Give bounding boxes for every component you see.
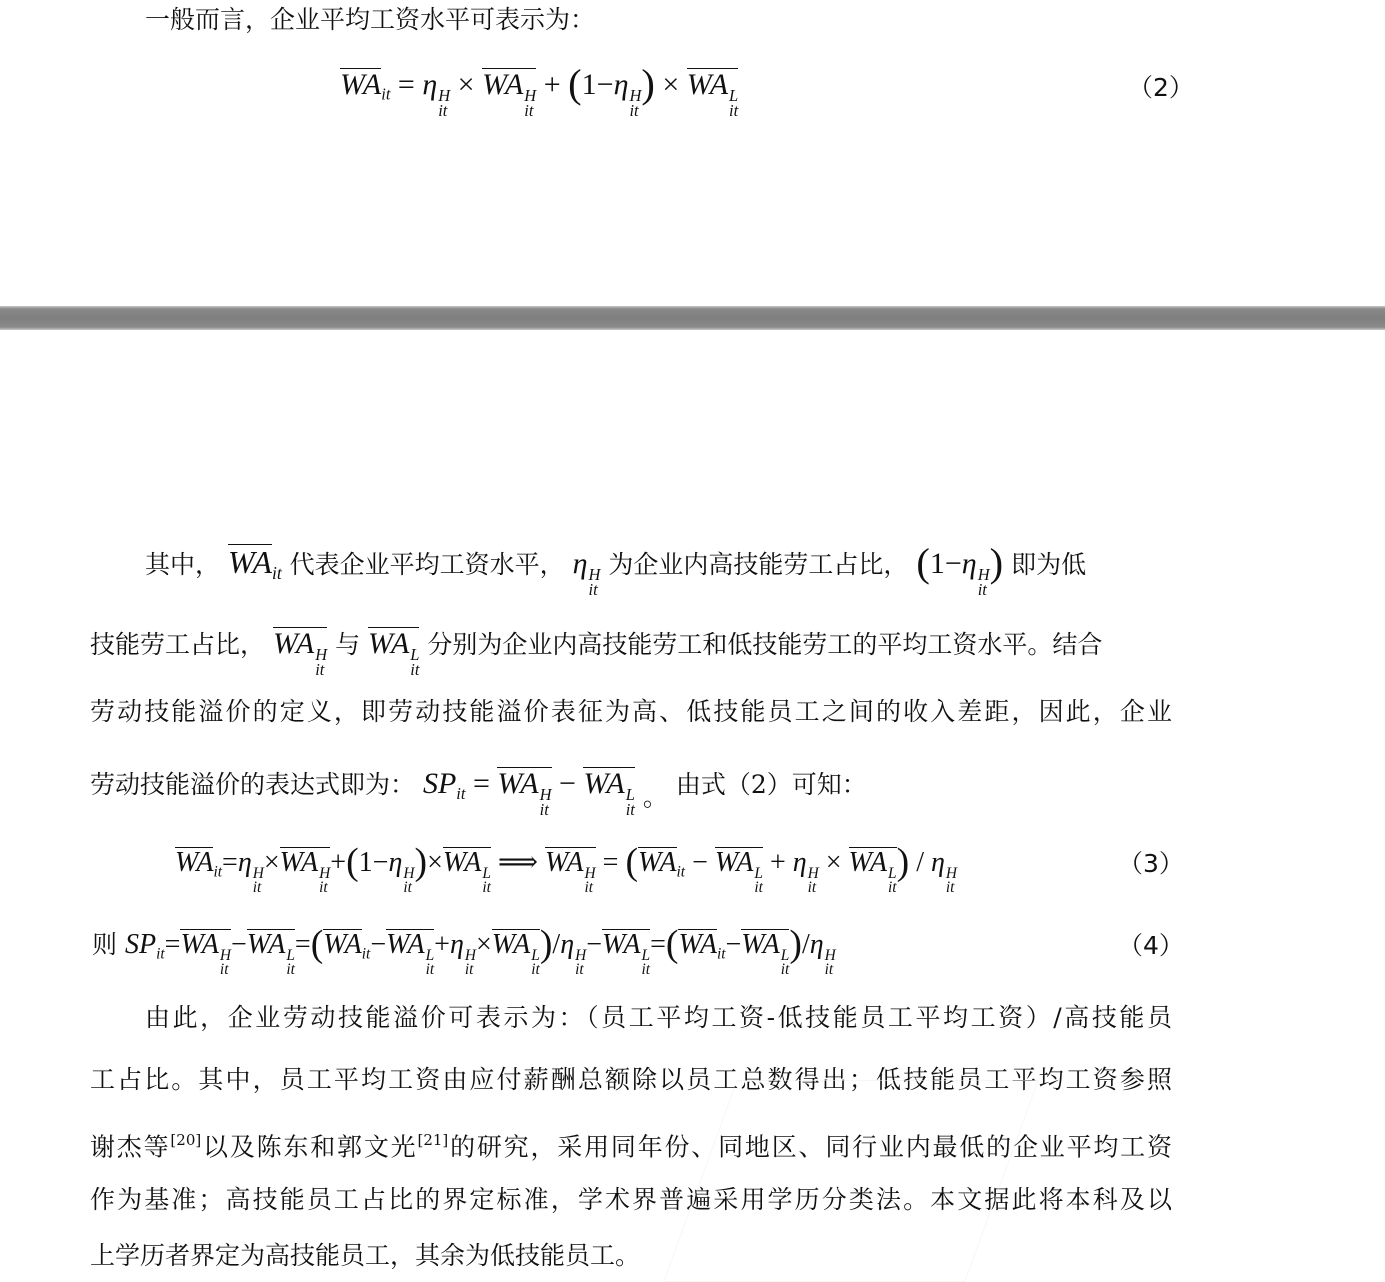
paragraph-2-line-1: 由此，企业劳动技能溢价可表示为：（员工平均工资-低技能员工平均工资）/高技能员	[145, 1003, 1172, 1032]
page-separator	[0, 306, 1385, 330]
paragraph-2-line-2: 工占比。其中，员工平均工资由应付薪酬总额除以员工总数得出；低技能员工平均工资参照	[90, 1065, 1172, 1094]
paragraph-2-line-3: 谢杰等[20]以及陈东和郭文光[21]的研究，采用同年份、同地区、同行业内最低的企业平均工资	[90, 1131, 1172, 1162]
paragraph-1-line-1: 其中， $WA_{it}$ 代表企业平均工资水平， η H it 为企业内高技能劳工占比， (1−η H it ) 即为低	[145, 540, 1087, 600]
math-eta-h-it: η H it	[572, 547, 601, 600]
citation-20: [20]	[170, 1131, 202, 1149]
citation-21: [21]	[417, 1131, 449, 1149]
paragraph-1-line-3: 劳动技能溢价的定义，即劳动技能溢价表征为高、低技能员工之间的收入差距，因此，企业	[90, 697, 1172, 726]
math-one-minus-eta: (1−η H it )	[916, 540, 1004, 600]
math-wa-h-it: WA H it	[272, 627, 328, 680]
paragraph-intro: 一般而言，企业平均工资水平可表示为：	[145, 5, 596, 34]
math-wa-l-it: WA L it	[368, 627, 420, 680]
equation-2: $WA_{it} = \eta$ H it × WA H it + (1−η H it ) × WA L it	[340, 61, 739, 121]
paragraph-2-line-5: 上学历者界定为高技能员工，其余为低技能员工。	[90, 1241, 641, 1270]
equation-4: 则 $SP_{it}=WA$ H it −WA L it $=(WA_{it}-WA$ L it +η H it ×WA L it )/η H it −WA L it $=(WA_{it}-WA$ L it )/η H it	[92, 923, 836, 978]
equation-3-number: （3）	[1118, 849, 1184, 878]
document-page-top	[0, 0, 1385, 306]
paragraph-1-line-4: 劳动技能溢价的表达式即为： $SP_{it}$ = WA H it − WA L it 。 由式（2）可知：	[90, 767, 867, 820]
paragraph-1-line-2: 技能劳工占比， WA H it 与 WA L it 分别为企业内高技能劳工和低技能劳工的平均工资水平。结合	[90, 627, 1103, 680]
paragraph-2-line-4: 作为基准；高技能员工占比的界定标准，学术界普遍采用学历分类法。本文据此将本科及以	[90, 1185, 1172, 1214]
math-wa-it: $WA_{it}$	[227, 544, 282, 584]
equation-3: $WA_{it}=\eta$ H it ×WA H it +(1−η H it )×WA L it ⟹ WA H it = ($WA_{it}$ − WA L it + η H it × WA L it ) / η H it	[175, 841, 957, 896]
math-sp-definition: $SP_{it}$ = WA H it − WA L it	[422, 767, 635, 820]
equation-2-number: （2）	[1128, 73, 1194, 102]
equation-4-number: （4）	[1118, 931, 1184, 960]
document-page-bottom	[0, 330, 1385, 1280]
